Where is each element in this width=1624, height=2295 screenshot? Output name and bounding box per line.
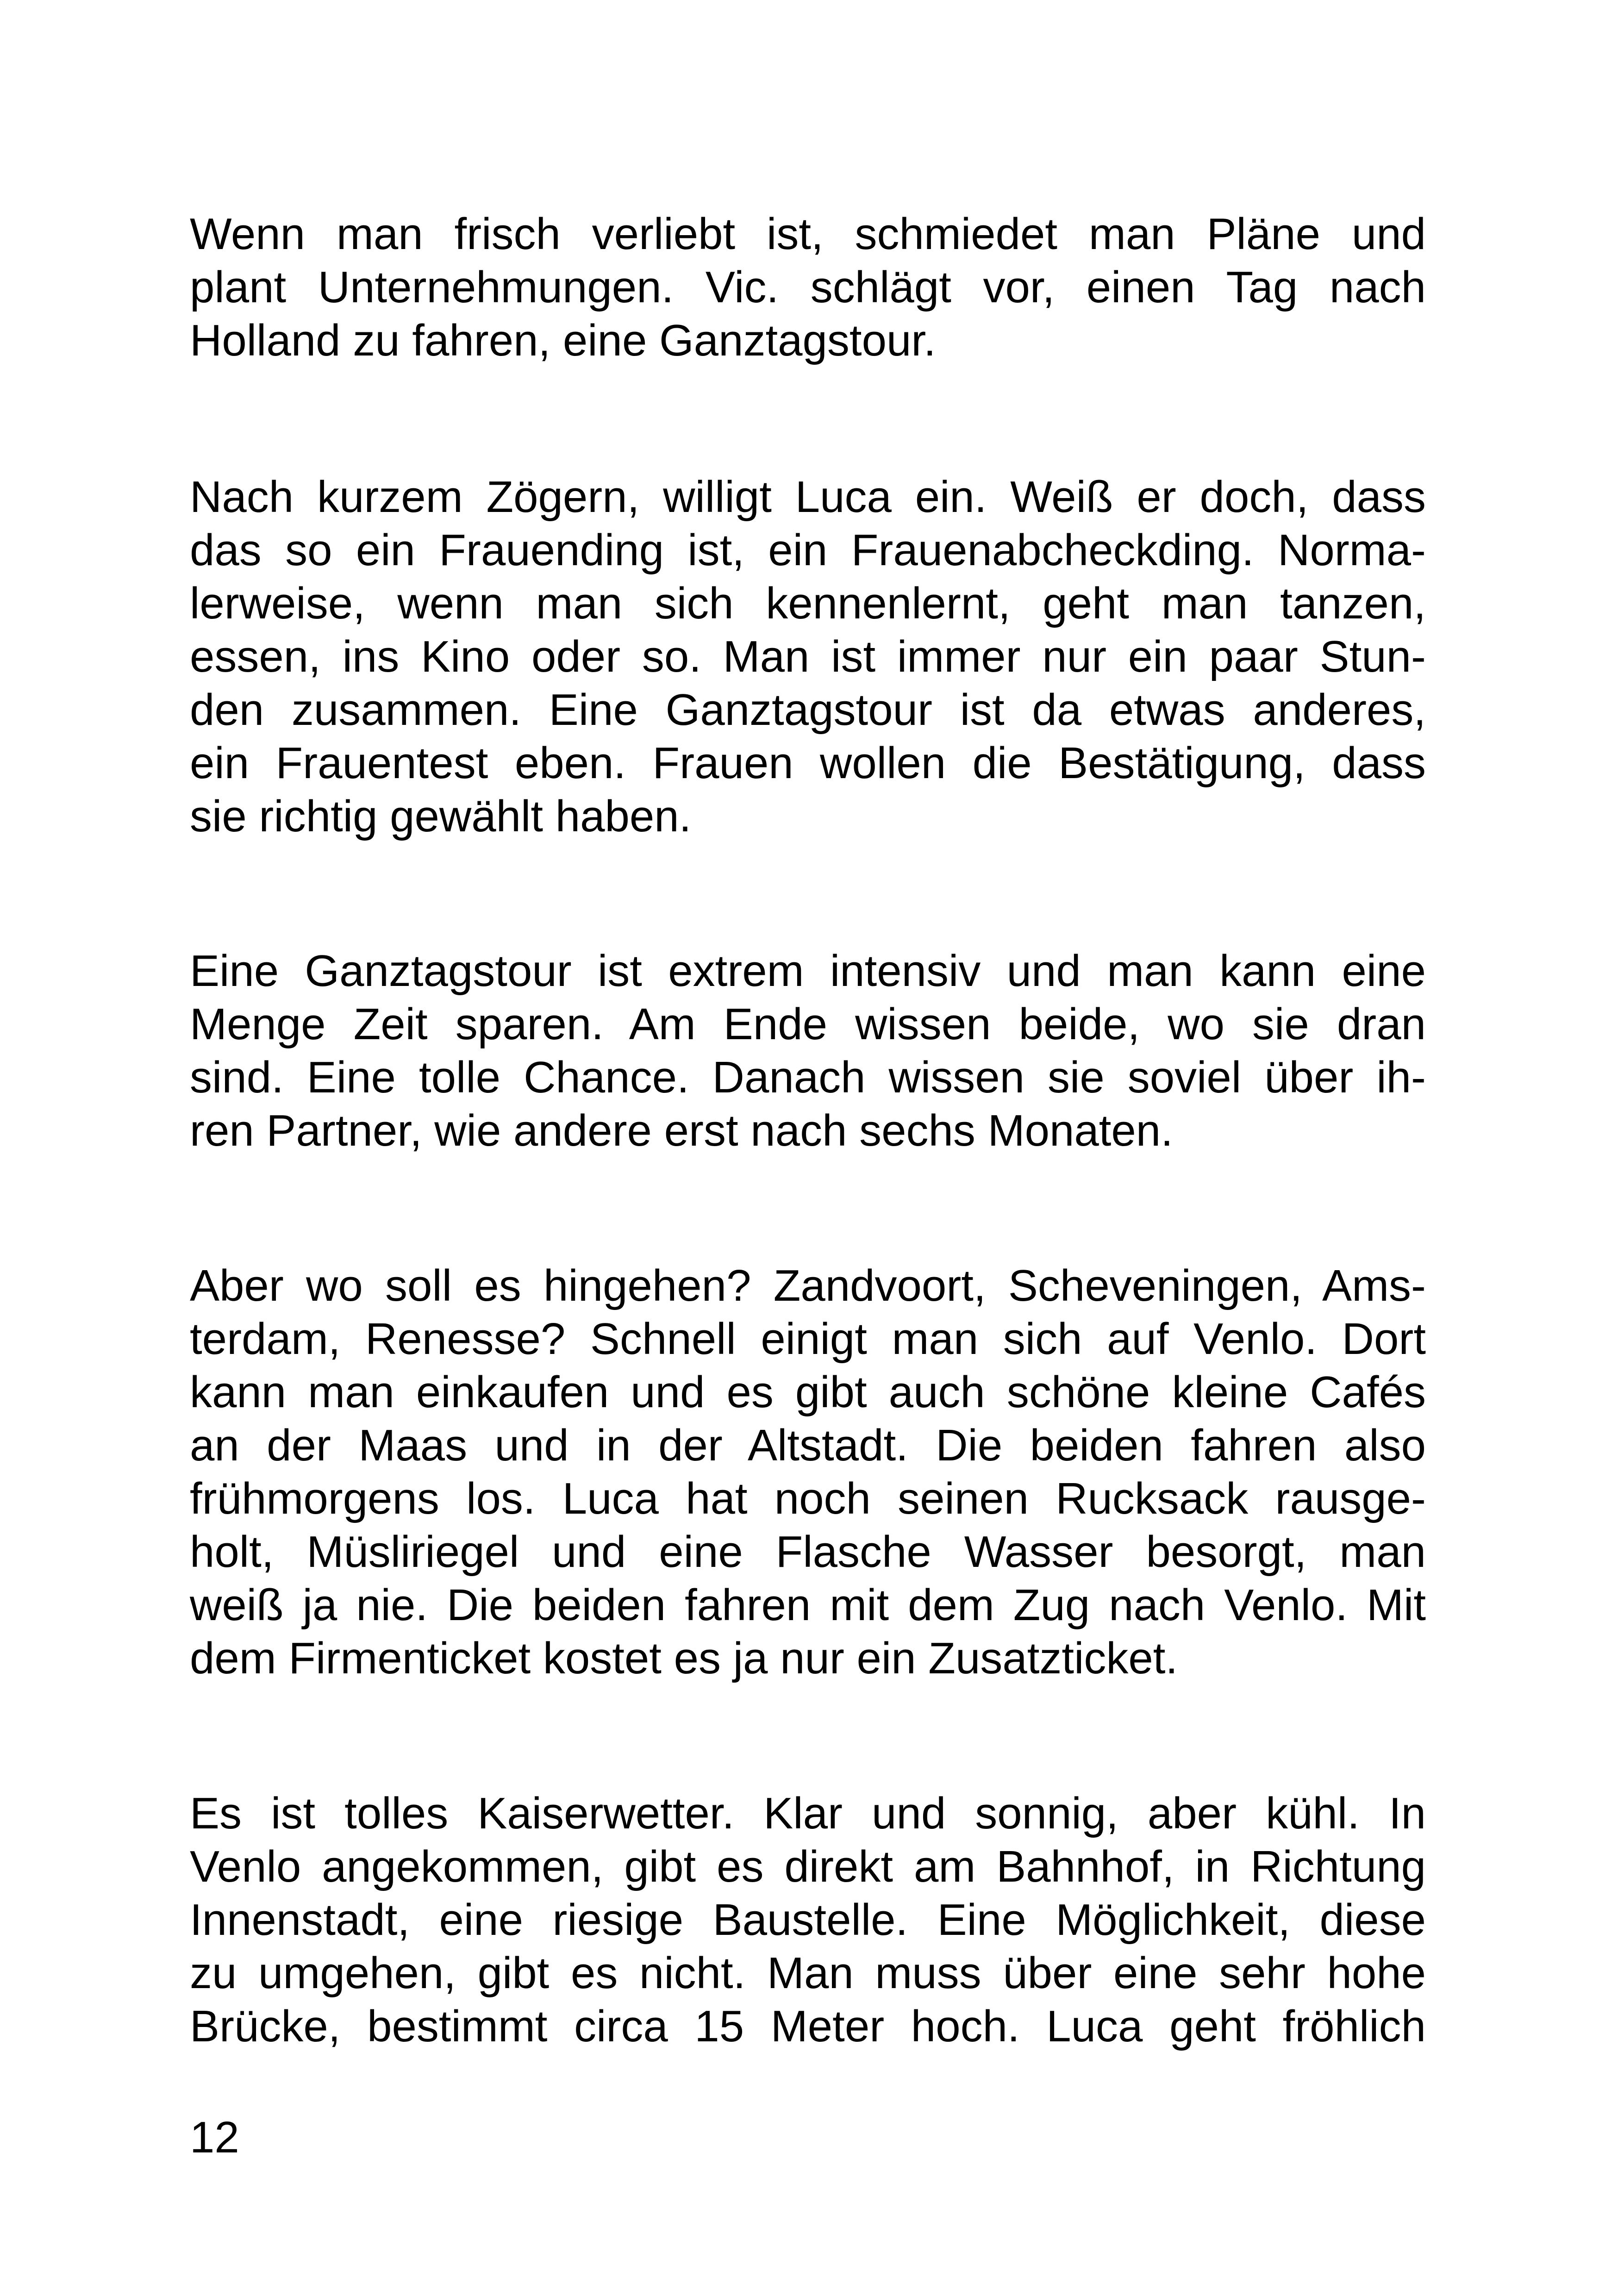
text-line: lerweise, wenn man sich kennenlernt, geht man tanzen, bbox=[190, 579, 1426, 628]
text-line: terdam, Renesse? Schnell einigt man sich auf Venlo. Dort bbox=[190, 1314, 1426, 1364]
paragraph-5 bbox=[190, 1787, 1426, 2053]
text-line: holt, Müsliriegel und eine Flasche Wasser besorgt, man bbox=[190, 1527, 1426, 1577]
text-line: Es ist tolles Kaiserwetter. Klar und sonnig, aber kühl. In bbox=[190, 1789, 1426, 1838]
text-line: Venlo angekommen, gibt es direkt am Bahnhof, in Richtung bbox=[190, 1842, 1426, 1891]
text-line: an der Maas und in der Altstadt. Die beiden fahren also bbox=[190, 1421, 1426, 1470]
text-line: zu umgehen, gibt es nicht. Man muss über eine sehr hohe bbox=[190, 1948, 1426, 1998]
text-line: Holland zu fahren, eine Ganztagstour. bbox=[190, 316, 936, 365]
text-line: Aber wo soll es hingehen? Zandvoort, Scheveningen, Ams- bbox=[190, 1261, 1426, 1310]
text-line: essen, ins Kino oder so. Man ist immer nur ein paar Stun- bbox=[190, 632, 1426, 681]
text-line: den zusammen. Eine Ganztagstour ist da etwas anderes, bbox=[190, 685, 1426, 735]
text-line: ren Partner, wie andere erst nach sechs Monaten. bbox=[190, 1106, 1173, 1155]
text-line: Eine Ganztagstour ist extrem intensiv und man kann eine bbox=[190, 946, 1426, 996]
text-line: weiß ja nie. Die beiden fahren mit dem Zug nach Venlo. Mit bbox=[190, 1580, 1426, 1630]
text-line: Innenstadt, eine riesige Baustelle. Eine Möglichkeit, diese bbox=[190, 1895, 1426, 1945]
text-line: kann man einkaufen und es gibt auch schöne kleine Cafés bbox=[190, 1367, 1426, 1417]
text-line: das so ein Frauending ist, ein Frauenabcheckding. Norma- bbox=[190, 525, 1426, 575]
text-line: plant Unternehmungen. Vic. schlägt vor, einen Tag nach bbox=[190, 262, 1426, 312]
paragraph-4 bbox=[190, 1259, 1426, 1685]
text-line: sie richtig gewählt haben. bbox=[190, 792, 692, 841]
text-line: ein Frauentest eben. Frauen wollen die Bestätigung, dass bbox=[190, 738, 1426, 788]
paragraph-1 bbox=[190, 207, 1426, 367]
text-line: Menge Zeit sparen. Am Ende wissen beide, wo sie dran bbox=[190, 999, 1426, 1049]
text-line: frühmorgens los. Luca hat noch seinen Rucksack rausge- bbox=[190, 1474, 1426, 1523]
text-line: sind. Eine tolle Chance. Danach wissen sie soviel über ih- bbox=[190, 1053, 1426, 1102]
paragraph-2 bbox=[190, 470, 1426, 843]
text-line: dem Firmenticket kostet es ja nur ein Zusatzticket. bbox=[190, 1634, 1178, 1683]
text-line: Nach kurzem Zögern, willigt Luca ein. Weiß er doch, dass bbox=[190, 472, 1426, 522]
text-line: Brücke, bestimmt circa 15 Meter hoch. Luca geht fröhlich bbox=[190, 2002, 1426, 2051]
text-line: Wenn man frisch verliebt ist, schmiedet man Pläne und bbox=[190, 209, 1426, 259]
paragraph-3 bbox=[190, 944, 1426, 1157]
page-number: 12 bbox=[190, 2113, 239, 2162]
